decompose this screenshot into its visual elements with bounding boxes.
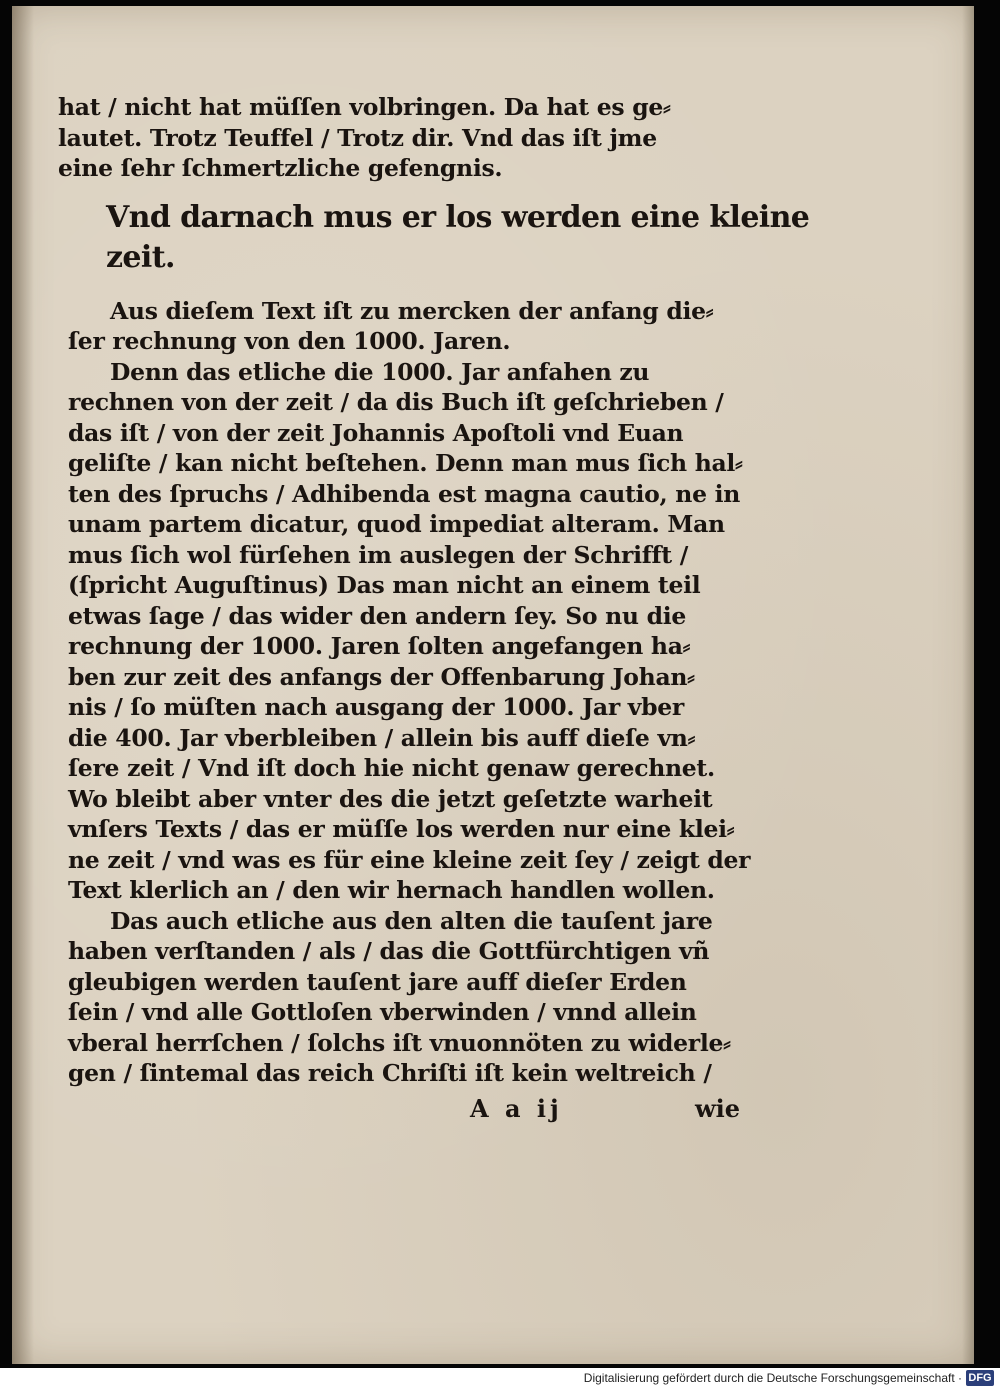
credit-bar <box>0 1368 1000 1389</box>
paragraph-2 <box>58 357 751 906</box>
text-line: Das auch etliche aus den alten die tauſent jare <box>110 906 713 935</box>
text-line: geliſte / kan nicht beſtehen. Denn man mus ſich hal⸗ <box>68 449 743 477</box>
signature-mark: A a ij <box>470 1094 563 1123</box>
page-text <box>58 92 810 1089</box>
text-line: etwas ſage / das wider den andern ſey. So nu die <box>68 601 686 630</box>
dfg-logo-icon: DFG <box>966 1370 994 1386</box>
text-line: Denn das etliche die 1000. Jar anfahen zu <box>110 357 650 386</box>
text-line: mus ſich wol fürſehen im auslegen der Schrifft / <box>68 540 689 569</box>
text-line: Wo bleibt aber vnter des die jetzt geſetzte warheit <box>68 784 713 813</box>
text-line: ben zur zeit des anfangs der Offenbarung Johan⸗ <box>68 662 695 691</box>
text-line: hat / nicht hat müſſen volbringen. Da hat es ge⸗ <box>58 93 671 121</box>
paragraph-1 <box>58 296 748 357</box>
text-line: ſer rechnung von den 1000. Jaren. <box>68 327 511 355</box>
paragraph-3 <box>58 906 748 1089</box>
heading-line: zeit. <box>106 239 175 275</box>
text-line: gen / ſintemal das reich Chriſti iſt kein weltreich / <box>68 1059 712 1087</box>
text-line: ſere zeit / Vnd iſt doch hie nicht genaw gerechnet. <box>68 754 715 782</box>
page-gutter-shadow <box>12 6 34 1364</box>
page-footer <box>470 1094 740 1126</box>
text-line: gleubigen werden tauſent jare auff dieſer Erden <box>68 967 687 996</box>
text-line: eine ſehr ſchmertzliche gefengnis. <box>58 154 503 182</box>
heading-line: Vnd darnach mus er los werden eine kleine <box>106 199 810 235</box>
text-line: Aus dieſem Text iſt zu mercken der anfang die⸗ <box>110 296 714 325</box>
scripture-heading <box>58 198 810 278</box>
text-line: rechnung der 1000. Jaren ſolten angefangen ha⸗ <box>68 632 691 660</box>
text-line: unam partem dicatur, quod impediat alteram. Man <box>68 510 725 538</box>
text-line: nis / ſo müſten nach ausgang der 1000. Jar vber <box>68 693 685 721</box>
text-line: haben verſtanden / als / das die Gottfürchtigen vñ <box>68 937 710 965</box>
text-line: ne zeit / vnd was es für eine kleine zeit ſey / zeigt der <box>68 845 751 874</box>
text-line: ten des ſpruchs / Adhibenda est magna cautio, ne in <box>68 479 741 508</box>
text-line: das iſt / von der zeit Johannis Apoſtoli vnd Euan <box>68 418 684 447</box>
page-edge-shadow <box>962 6 974 1364</box>
funding-credit: Digitalisierung gefördert durch die Deutsche Forschungsgemeinschaft · <box>583 1371 962 1385</box>
text-line: ſein / vnd alle Gottloſen vberwinden / vnnd allein <box>68 998 697 1026</box>
top-continuation <box>58 92 748 184</box>
text-line: die 400. Jar vberbleiben / allein bis auff dieſe vn⸗ <box>68 723 696 752</box>
text-line: lautet. Trotz Teuffel / Trotz dir. Vnd das iſt jme <box>58 123 657 152</box>
text-line: Text klerlich an / den wir hernach handlen wollen. <box>68 876 715 904</box>
text-line: (ſpricht Auguſtinus) Das man nicht an einem teil <box>68 571 701 599</box>
text-line: vberal herrſchen / ſolchs iſt vnuonnöten zu widerle⸗ <box>68 1028 731 1057</box>
catchword: wie <box>694 1094 740 1123</box>
text-line: rechnen von der zeit / da dis Buch iſt geſchrieben / <box>68 388 724 416</box>
text-line: vnſers Texts / das er müſſe los werden nur eine klei⸗ <box>68 815 735 843</box>
